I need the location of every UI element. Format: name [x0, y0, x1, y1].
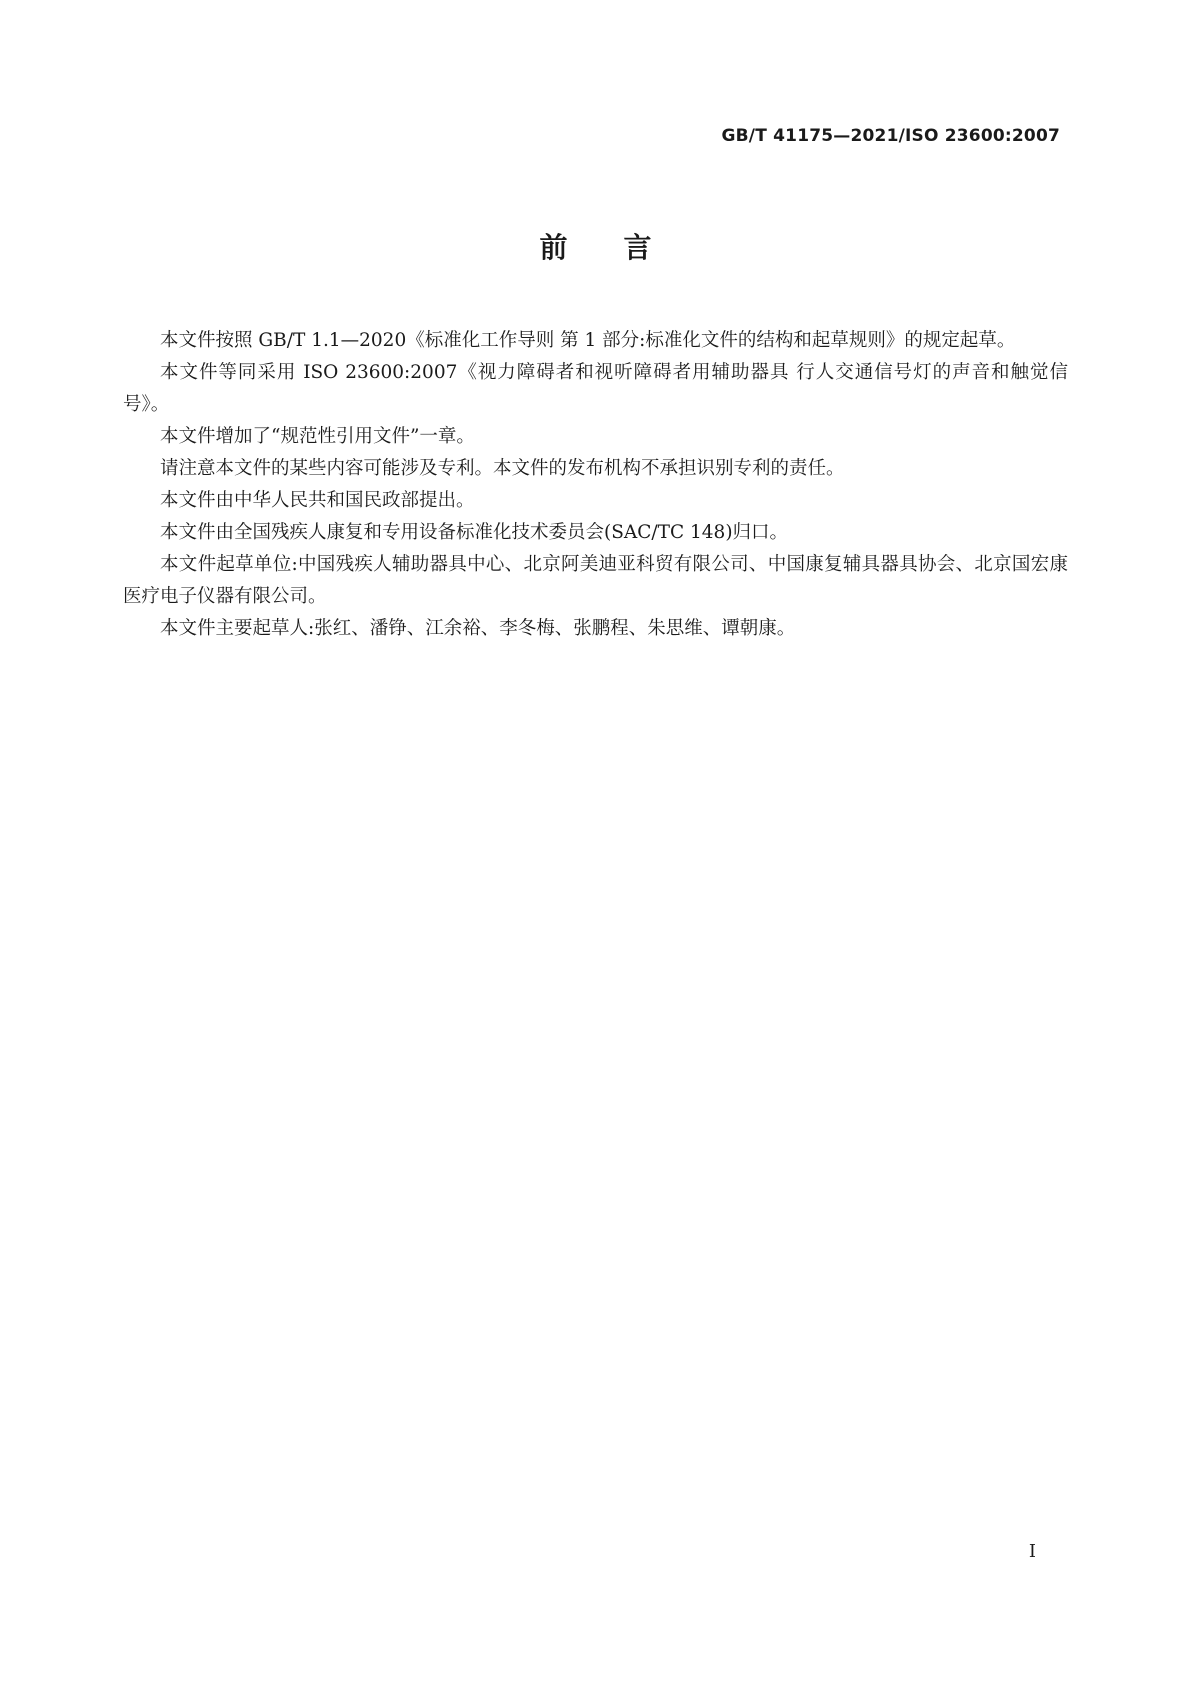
foreword-body [123, 325, 1068, 645]
paragraph-technical-committee: 本文件由全国残疾人康复和专用设备标准化技术委员会(SAC/TC 148)归口。 [160, 522, 789, 543]
paragraph-drafting-rules: 本文件按照 GB/T 1.1—2020《标准化工作导则 第 1 部分:标准化文件的结构和起草规则》的规定起草。 [160, 330, 1016, 351]
paragraph-drafting-units: 本文件起草单位:中国残疾人辅助器具中心、北京阿美迪亚科贸有限公司、中国康复辅具器具协会、北京国宏康医疗电子仪器有限公司。 [123, 554, 1068, 607]
page-title: 前言 [539, 231, 708, 264]
paragraph-adoption: 本文件等同采用 ISO 23600:2007《视力障碍者和视听障碍者用辅助器具 行人交通信号灯的声音和触觉信号》。 [123, 362, 1068, 415]
paragraph-drafters: 本文件主要起草人:张红、潘铮、江余裕、李冬梅、张鹏程、朱思维、谭朝康。 [160, 618, 796, 639]
paragraph-proposer: 本文件由中华人民共和国民政部提出。 [160, 490, 475, 511]
paragraph-added-chapter: 本文件增加了“规范性引用文件”一章。 [160, 426, 475, 447]
page-number: I [1028, 1541, 1036, 1562]
standard-code: GB/T 41175—2021/ISO 23600:2007 [721, 126, 1060, 146]
paragraph-patent-notice: 请注意本文件的某些内容可能涉及专利。本文件的发布机构不承担识别专利的责任。 [160, 458, 845, 479]
